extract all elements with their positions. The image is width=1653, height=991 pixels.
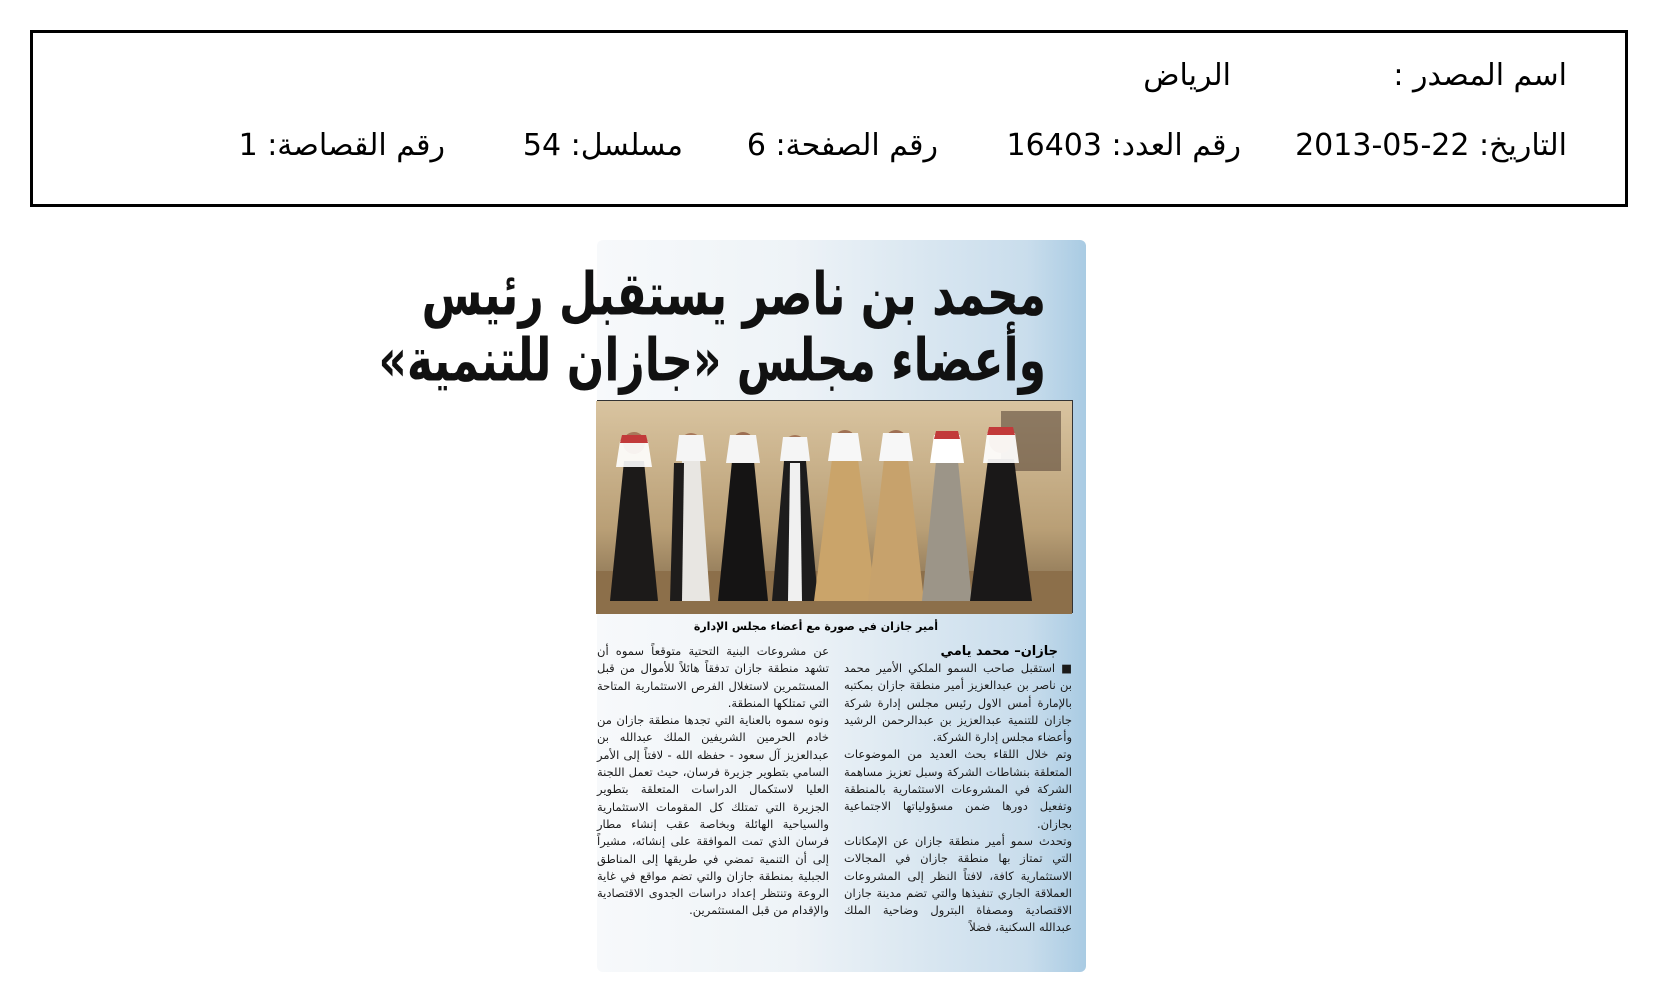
paragraph: وتحدث سمو أمير منطقة جازان عن الإمكانات التي تمتاز بها منطقة جازان في المجالات الاستثمارية كافة، لافتاً النظر إلى المشروعات العملاقة الجاري تنفيذها والتي تضم مدينة جازان الاقتصادية ومصفاة البترول وضاحية الملك عبدالله السكنية، فضلاً [844,833,1072,935]
article-column-left [597,643,829,920]
issue-number-field: رقم العدد: 16403 [1006,128,1241,163]
paragraph: ونوه سموه بالعناية التي تجدها منطقة جازان من خادم الحرمين الشريفين الملك عبدالله بن عبدالعزيز آل سعود - حفظه الله - لافتاً إلى الأمر السامي بتطوير جزيرة فرسان، حيث تعمل اللجنة العليا لاستكمال الدراسات المتعلقة بتطوير الجزيرة التي تمتلك كل المقومات الاستثمارية والسياحية الهائلة وبخاصة عقب إنشاء مطار فرسان الذي تمت الموافقة على إنشائه، مشيراً إلى أن التنمية تمضي في طريقها إلى المناطق الجبلية بمنطقة جازان والتي تضم مواقع في غاية الروعة وتنتظر إعداد دراسات الجدوى الاقتصادية والإقدام من قبل المستثمرين. [597,713,829,918]
clipping-metadata-box [30,30,1628,207]
group-photo [597,400,1073,613]
group-photo-illustration [596,401,1072,614]
page-number-field: رقم الصفحة: 6 [746,128,938,163]
headline-line-2: وأعضاء مجلس «جازان للتنمية» [378,326,1046,396]
serial-field: مسلسل: 54 [522,128,683,163]
article-column-right [844,660,1072,937]
paragraph: ■ استقبل صاحب السمو الملكي الأمير محمد بن ناصر بن عبدالعزيز أمير منطقة جازان بمكتبه بالإمارة أمس الاول رئيس مجلس إدارة شركة جازان للتنمية عبدالعزيز بن عبدالرحمن الرشيد وأعضاء مجلس إدارة الشركة. [844,661,1072,745]
headline-line-1: محمد بن ناصر يستقبل رئيس [421,260,1046,330]
date-field: التاريخ: 22-05-2013 [1295,128,1567,163]
paragraph: عن مشروعات البنية التحتية متوقعاً سموه أن تشهد منطقة جازان تدفقاً هائلاً للأموال من قبل المستثمرين لاستغلال الفرص الاستثمارية المتاحة التي تمتلكها المنطقة. [597,644,829,710]
clipping-number-field: رقم القصاصة: 1 [238,128,445,163]
paragraph: وتم خلال اللقاء بحث العديد من الموضوعات المتعلقة بنشاطات الشركة وسبل تعزيز مساهمة الشركة في المشروعات الاستثمارية بالمنطقة وتفعيل دورها ضمن مسؤولياتها الاجتماعية بجازان. [844,747,1072,831]
article-byline: جازان– محمد يامي [940,644,1058,659]
source-label: اسم المصدر : [1393,58,1567,93]
source-value: الرياض [1143,58,1231,93]
photo-caption: أمير جازان في صورة مع أعضاء مجلس الإدارة [693,620,938,633]
newspaper-clipping [378,240,1086,972]
